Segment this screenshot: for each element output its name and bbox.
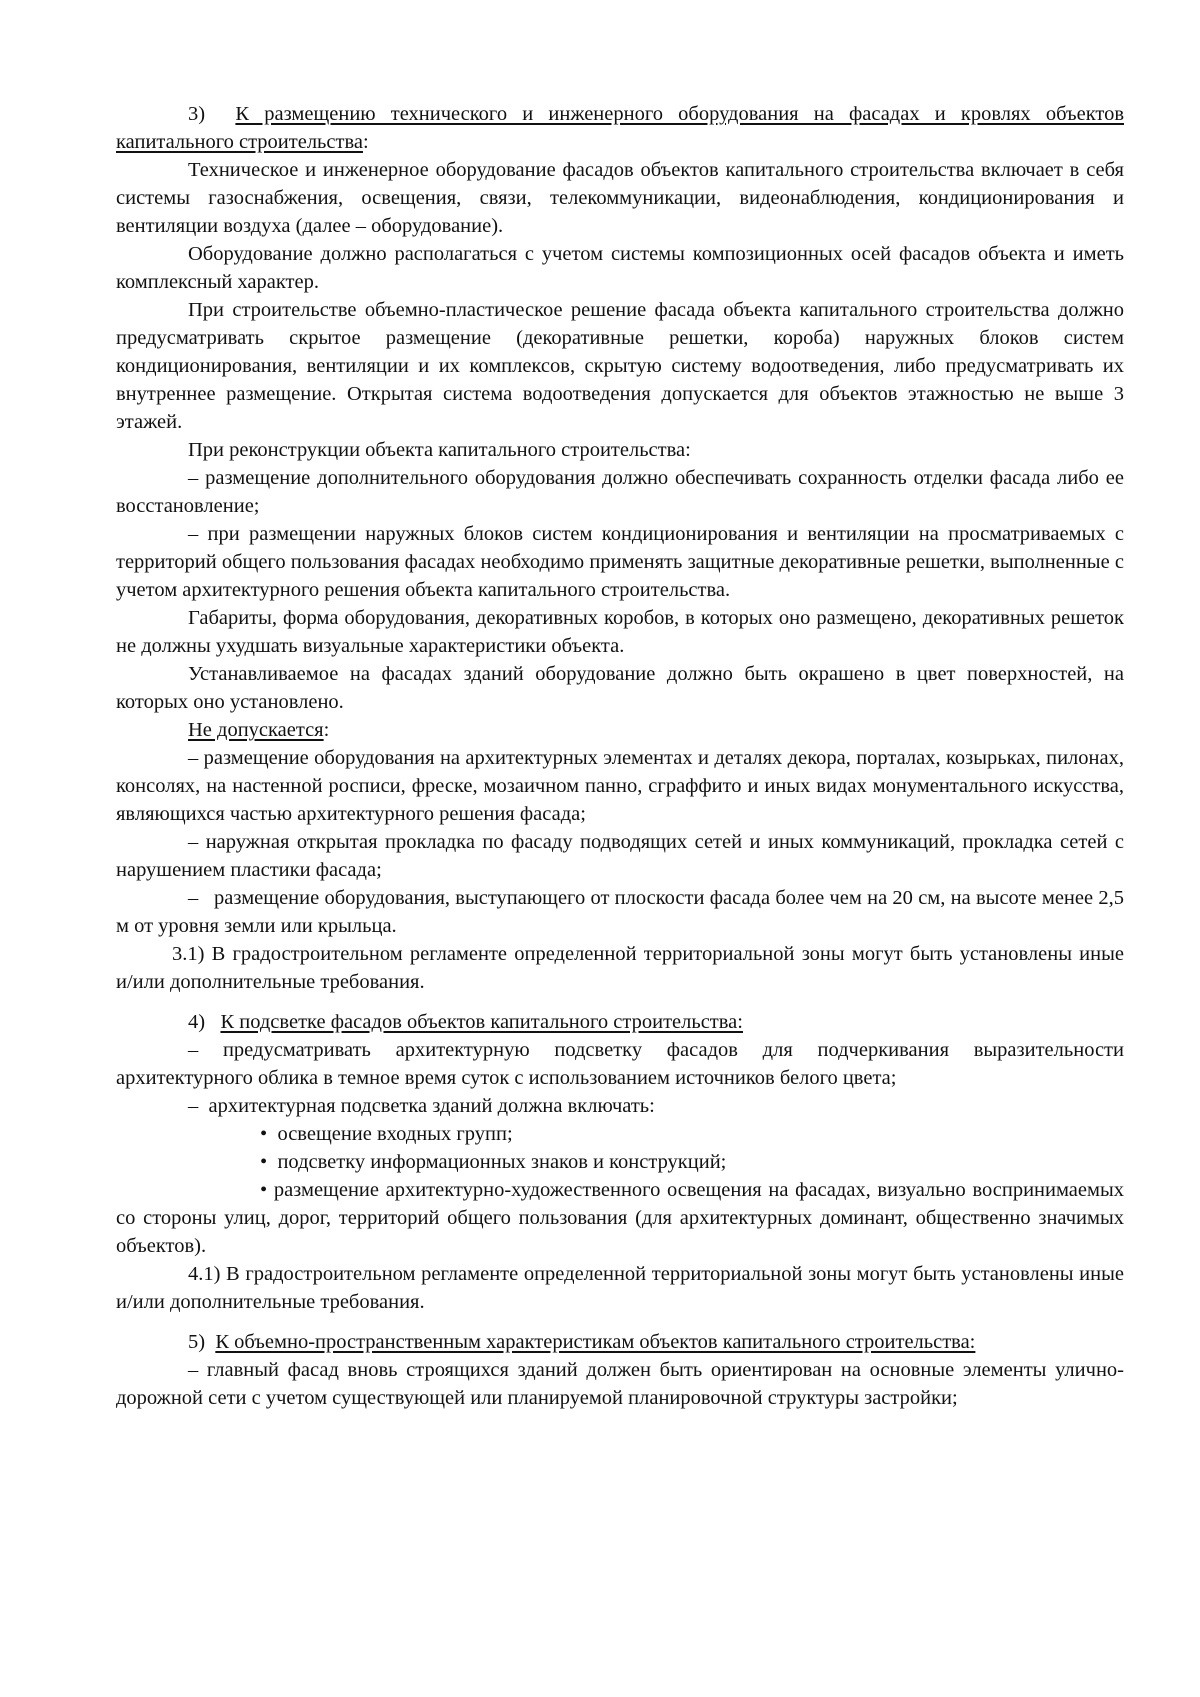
section-4-bullet-item-3 [116,1176,1124,1260]
section-4-heading-text: К подсветке фасадов объектов капитального строительства: [220,1011,743,1033]
bullet-icon: • [260,1151,268,1173]
section-3-paragraph-2: Оборудование должно располагаться с учетом системы композиционных осей фасадов объекта и иметь комплексный характер. [116,243,1124,293]
section-3-paragraph-6: Устанавливаемое на фасадах зданий оборудование должно быть окрашено в цвет поверхностей, на которых оно установлено. [116,663,1124,713]
not-allowed-label: Не допускается [188,719,324,741]
section-3-paragraph-4: При реконструкции объекта капитального строительства: [188,439,691,461]
bullet-text-3: размещение архитектурно-художественного освещения на фасадах, визуально воспринимаемых со стороны улиц, дорог, территорий общего пользования (для архитектурных доминант, общественно значимых объектов). [116,1179,1125,1257]
section-3-paragraph-5: Габариты, форма оборудования, декоративных коробов, в которых оно размещено, декоративных решеток не должны ухудшать визуальные характеристики объекта. [116,607,1124,657]
section-3-number: 3) [188,103,206,125]
not-allowed-heading [116,716,1124,744]
section-3-heading-text: К размещению технического и инженерного оборудования на фасадах и кровлях объектов капитального строительства [116,103,1124,153]
section-4-heading [116,1008,1124,1036]
section-3-paragraph-1: Техническое и инженерное оборудование фасадов объектов капитального строительства включает в себя системы газоснабжения, освещения, связи, телекоммуникации, видеонаблюдения, кондиционирования и вентиляции воздуха (далее – оборудование). [116,159,1124,237]
section-4-bullet-item-2 [116,1148,1124,1176]
section-4-number: 4) [188,1011,206,1033]
bullet-text-2: подсветку информационных знаков и конструкций; [277,1151,727,1173]
not-allowed-colon: : [323,719,330,741]
section-3-dash-item-3: – размещение оборудования на архитектурных элементах и деталях декора, порталах, козырьках, пилонах, консолях, на настенной росписи, фреске, мозаичном панно, сграффито и иных видах монументального искусства, являющихся частью архитектурного решения фасада; [116,747,1124,825]
bullet-text-1: освещение входных групп; [277,1123,513,1145]
section-3-dash-item-1: – размещение дополнительного оборудования должно обеспечивать сохранность отделки фасада либо ее восстановление; [116,467,1124,517]
section-3-paragraph-3: При строительстве объемно-пластическое решение фасада объекта капитального строительства должно предусматривать скрытое размещение (декоративные решетки, короба) наружных блоков систем кондиционирования, вентиляции и их комплексов, скрытую систему водоотведения, либо предусматривать их внутреннее размещение. Открытая система водоотведения допускается для объектов этажностью не выше 3 этажей. [116,299,1124,433]
bullet-icon: • [260,1179,268,1201]
section-4-1-paragraph: 4.1) В градостроительном регламенте определенной территориальной зоны могут быть установлены иные и/или дополнительные требования. [116,1263,1124,1313]
section-4-dash-item-2: – архитектурная подсветка зданий должна включать: [188,1095,655,1117]
section-5-dash-item-1: – главный фасад вновь строящихся зданий должен быть ориентирован на основные элементы улично-дорожной сети с учетом существующей или планируемой планировочной структуры застройки; [116,1359,1124,1409]
section-3-dash-item-5: – размещение оборудования, выступающего от плоскости фасада более чем на 20 см, на высоте менее 2,5 м от уровня земли или крыльца. [116,887,1130,937]
section-3-dash-item-2: – при размещении наружных блоков систем кондиционирования и вентиляции на просматриваемых с территорий общего пользования фасадах необходимо применять защитные декоративные решетки, выполненные с учетом архитектурного решения объекта капитального строительства. [116,523,1124,601]
section-4-bullet-item-1 [116,1120,1124,1148]
section-3-heading-colon: : [362,131,369,153]
section-3-1-paragraph: 3.1) В градостроительном регламенте определенной территориальной зоны могут быть установлены иные и/или дополнительные требования. [116,943,1124,993]
section-5-heading-text: К объемно-пространственным характеристикам объектов капитального строительства: [215,1331,976,1353]
section-5-heading [116,1328,1124,1356]
section-5-number: 5) [188,1331,206,1353]
section-3-heading [116,100,1124,156]
bullet-icon: • [260,1123,268,1145]
section-3-dash-item-4: – наружная открытая прокладка по фасаду подводящих сетей и иных коммуникаций, прокладка сетей с нарушением пластики фасада; [116,831,1124,881]
section-4-dash-item-1: – предусматривать архитектурную подсветку фасадов для подчеркивания выразительности архитектурного облика в темное время суток с использованием источников белого цвета; [116,1039,1124,1089]
